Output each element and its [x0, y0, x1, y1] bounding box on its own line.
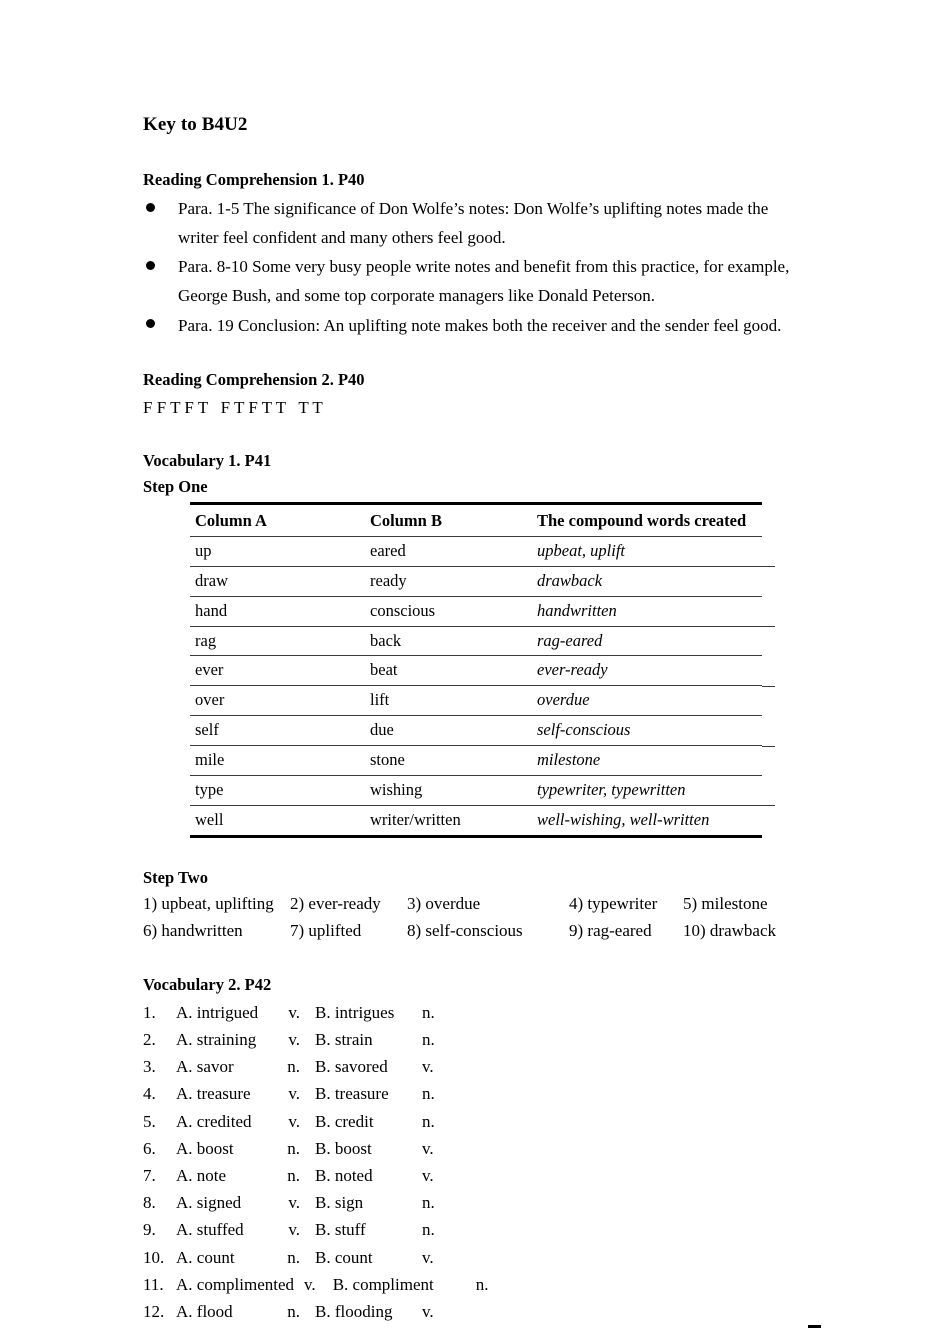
step-two-row [143, 917, 808, 945]
item-option-b: B. compliment [332, 1274, 434, 1294]
cell-column-b: eared [365, 536, 532, 566]
item-pos-a: n. [287, 1138, 300, 1158]
item-number: 3. [143, 1057, 156, 1077]
cell-column-a: ever [190, 656, 365, 686]
cell-column-a: self [190, 716, 365, 746]
item-pos-b: n. [475, 1274, 489, 1294]
step-two-answer: 4) typewriter [569, 893, 658, 913]
item-option-b: B. strain [315, 1030, 373, 1050]
item-pos-b: v. [422, 1057, 434, 1077]
list-item [143, 1053, 808, 1080]
list-item [143, 1298, 808, 1325]
list-item-text: Para. 19 Conclusion: An uplifting note makes both the receiver and the sender feel good. [178, 315, 782, 335]
item-pos-b: n. [422, 1193, 435, 1213]
item-option-a: A. flood [176, 1301, 233, 1321]
bullet-icon [146, 319, 155, 328]
item-number: 4. [143, 1084, 156, 1104]
list-item [143, 1271, 808, 1298]
item-option-a: A. stuffed [176, 1220, 244, 1240]
item-option-a: A. savor [176, 1057, 234, 1077]
cell-compound-word: self-conscious [532, 716, 762, 746]
spacer [143, 340, 808, 368]
item-pos-a: v. [288, 1220, 300, 1240]
cell-column-a: hand [190, 596, 365, 626]
item-number: 12. [143, 1301, 165, 1321]
table-header [190, 503, 762, 536]
compound-words-table [190, 502, 762, 838]
cell-column-b: wishing [365, 776, 532, 806]
item-number: 5. [143, 1111, 156, 1131]
step-two-answer: 3) overdue [407, 893, 481, 913]
cell-column-b: ready [365, 566, 532, 596]
item-option-a: A. intrigued [176, 1002, 259, 1022]
item-option-b: B. credit [315, 1111, 374, 1131]
cell-compound-word: overdue [532, 686, 762, 716]
cell-column-a: over [190, 686, 365, 716]
item-option-b: B. count [315, 1247, 373, 1267]
list-item [143, 1108, 808, 1135]
step-two-answer: 2) ever-ready [290, 893, 381, 913]
heading-vocabulary-1: Vocabulary 1. P41 [143, 451, 272, 470]
bullet-icon [146, 261, 155, 270]
list-item [143, 1080, 808, 1107]
item-pos-a: v. [288, 1002, 300, 1022]
table-row [190, 566, 762, 596]
page-title: Key to B4U2 [143, 114, 248, 135]
cell-column-b: back [365, 626, 532, 656]
item-option-b: B. treasure [315, 1084, 389, 1104]
item-option-a: A. note [176, 1166, 227, 1186]
item-number: 11. [143, 1274, 164, 1294]
list-item [143, 252, 808, 310]
table-body [190, 536, 762, 836]
step-two-answer: 1) upbeat, uplifting [143, 893, 274, 913]
cell-column-b: stone [365, 746, 532, 776]
table-row [190, 776, 762, 806]
cell-column-a: rag [190, 626, 365, 656]
column-header-c: The compound words created [532, 503, 762, 536]
item-option-a: A. boost [176, 1138, 234, 1158]
table-row [190, 536, 762, 566]
document-body [143, 114, 808, 1325]
item-pos-b: n. [422, 1084, 435, 1104]
item-option-a: A. signed [176, 1193, 242, 1213]
item-pos-a: v. [288, 1111, 300, 1131]
column-header-b: Column B [365, 503, 532, 536]
cell-column-a: type [190, 776, 365, 806]
item-option-a: A. credited [176, 1111, 252, 1131]
cell-column-a: well [190, 806, 365, 837]
cell-column-b: conscious [365, 596, 532, 626]
cell-compound-word: upbeat, uplift [532, 536, 762, 566]
list-item-text: Para. 1-5 The significance of Don Wolfe’s notes: Don Wolfe’s uplifting notes made the writer feel confident and many others feel good. [178, 198, 769, 247]
item-pos-b: v. [422, 1138, 434, 1158]
spacer [143, 945, 808, 973]
heading-reading-comprehension-2: Reading Comprehension 2. P40 [143, 369, 365, 389]
item-option-a: A. treasure [176, 1084, 251, 1104]
cell-compound-word: drawback [532, 566, 762, 596]
table-row [190, 656, 762, 686]
item-pos-b: v. [422, 1301, 434, 1321]
label-step-two: Step Two [143, 867, 208, 887]
item-pos-a: n. [287, 1301, 300, 1321]
item-pos-b: n. [422, 1030, 435, 1050]
bullet-icon [146, 203, 155, 212]
table-row [190, 806, 762, 837]
item-pos-b: n. [422, 1220, 435, 1240]
cell-compound-word: well-wishing, well-written [532, 806, 762, 837]
step-two-answer: 8) self-conscious [407, 921, 523, 941]
step-two-answers [143, 890, 808, 945]
heading-vocabulary-2: Vocabulary 2. P42 [143, 974, 272, 994]
table-header-row [190, 503, 762, 536]
step-two-row [143, 890, 808, 918]
item-number: 7. [143, 1166, 156, 1186]
step-two-answer: 7) uplifted [290, 921, 362, 941]
cell-column-a: mile [190, 746, 365, 776]
item-pos-b: v. [422, 1166, 434, 1186]
table-row [190, 626, 762, 656]
item-pos-a: v. [304, 1274, 316, 1294]
item-option-b: B. boost [315, 1138, 372, 1158]
cell-column-b: writer/written [365, 806, 532, 837]
step-two-answer: 5) milestone [683, 893, 768, 913]
item-option-a: A. complimented [176, 1274, 295, 1294]
table-row [190, 746, 762, 776]
spacer [143, 838, 808, 866]
item-option-b: B. noted [315, 1166, 373, 1186]
item-pos-b: v. [422, 1247, 434, 1267]
step-two-answer: 10) drawback [683, 921, 776, 941]
list-item-text: Para. 8-10 Some very busy people write notes and benefit from this practice, for example, George Bush, and some top corporate managers like Donald Peterson. [178, 257, 790, 306]
item-pos-a: v. [288, 1193, 300, 1213]
list-item [143, 1216, 808, 1243]
cell-compound-word: handwritten [532, 596, 762, 626]
column-header-a: Column A [190, 503, 365, 536]
list-item [143, 311, 808, 340]
cell-column-b: lift [365, 686, 532, 716]
list-item [143, 999, 808, 1026]
item-option-b: B. flooding [315, 1301, 393, 1321]
table-row [190, 686, 762, 716]
reading-comprehension-2-answers: F F T F T F T F T T T T [143, 397, 323, 417]
cell-compound-word: typewriter, typewritten [532, 776, 762, 806]
list-item [143, 1026, 808, 1053]
list-item [143, 1162, 808, 1189]
list-item [143, 1135, 808, 1162]
item-pos-a: n. [287, 1166, 300, 1186]
heading-reading-comprehension-1: Reading Comprehension 1. P40 [143, 169, 365, 189]
item-number: 8. [143, 1193, 156, 1213]
reading-comprehension-1-list [143, 194, 808, 340]
label-step-one: Step One [143, 476, 208, 496]
item-option-b: B. intrigues [315, 1002, 395, 1022]
item-number: 2. [143, 1030, 156, 1050]
vocabulary-2-list [143, 999, 808, 1325]
step-two-answer: 9) rag-eared [569, 921, 652, 941]
item-option-b: B. sign [315, 1193, 364, 1213]
item-number: 9. [143, 1220, 156, 1240]
item-pos-a: n. [287, 1057, 300, 1077]
cell-column-a: draw [190, 566, 365, 596]
item-pos-a: v. [288, 1030, 300, 1050]
list-item [143, 1189, 808, 1216]
cell-column-b: due [365, 716, 532, 746]
item-pos-a: n. [287, 1247, 300, 1267]
item-option-a: A. straining [176, 1030, 257, 1050]
list-item [143, 194, 808, 252]
item-number: 1. [143, 1002, 156, 1022]
step-two-answer: 6) handwritten [143, 921, 243, 941]
item-pos-b: n. [422, 1111, 435, 1131]
cell-column-b: beat [365, 656, 532, 686]
cell-compound-word: milestone [532, 746, 762, 776]
table-row [190, 596, 762, 626]
cell-compound-word: rag-eared [532, 626, 762, 656]
item-number: 6. [143, 1138, 156, 1158]
spacer [143, 421, 808, 449]
cell-column-a: up [190, 536, 365, 566]
cell-compound-word: ever-ready [532, 656, 762, 686]
compound-words-table-wrapper [190, 502, 762, 838]
item-pos-a: v. [288, 1084, 300, 1104]
item-option-a: A. count [176, 1247, 235, 1267]
table-row [190, 716, 762, 746]
item-number: 10. [143, 1247, 165, 1267]
item-option-b: B. stuff [315, 1220, 366, 1240]
list-item [143, 1244, 808, 1271]
item-pos-b: n. [422, 1002, 435, 1022]
item-option-b: B. savored [315, 1057, 388, 1077]
